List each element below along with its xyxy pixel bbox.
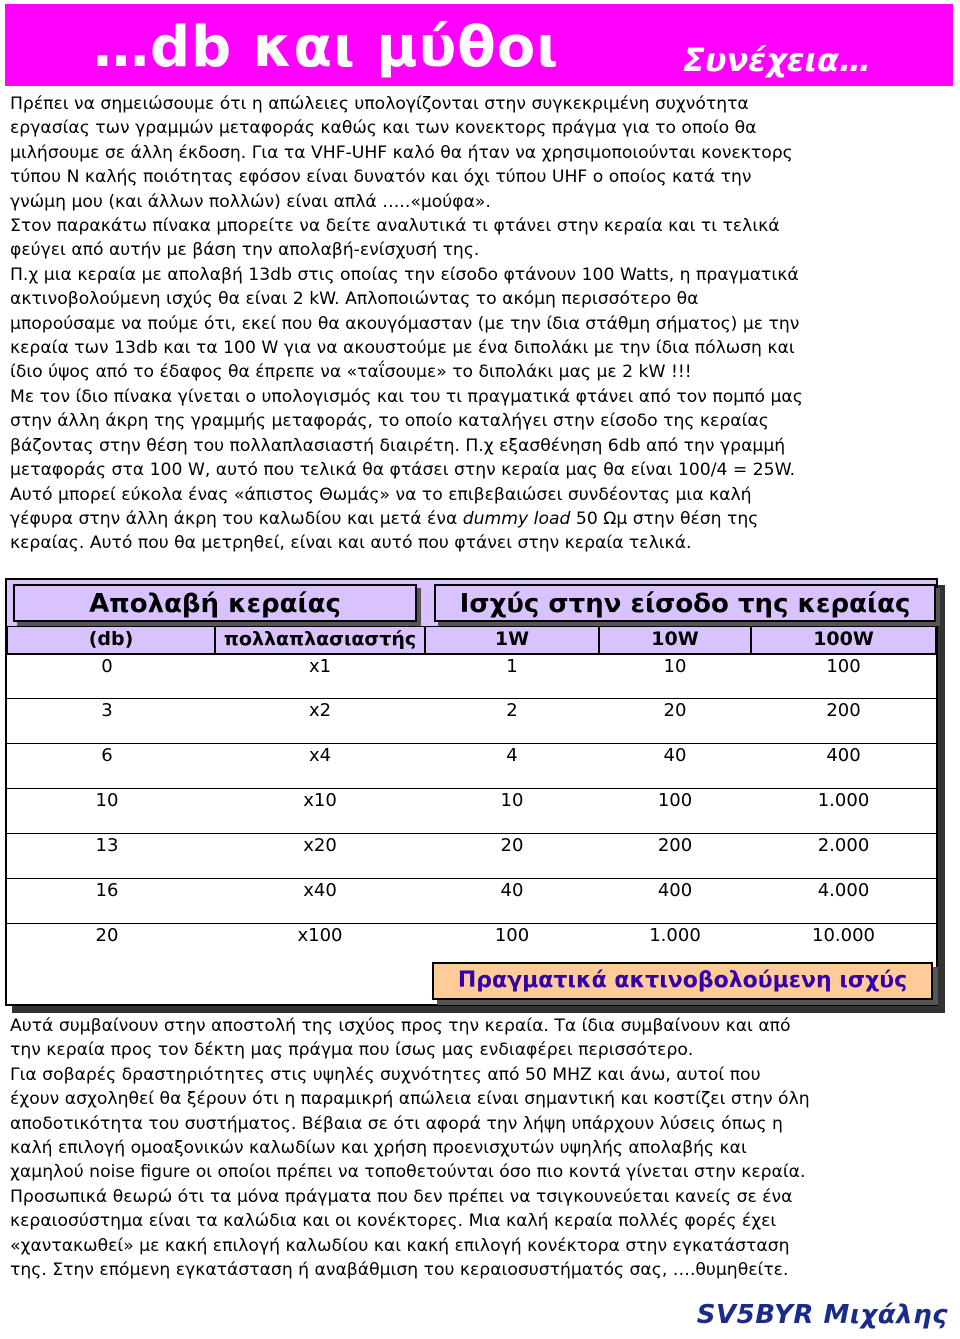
cell-multiplier: x100 (297, 925, 343, 946)
text-line: μεταφοράς στα 100 W, αυτό που τελικά θα φτάσει στην κεραία μας θα είναι 100/4 = 25W. (10, 460, 796, 481)
cell-db: 6 (101, 745, 113, 766)
table-body (5, 578, 938, 1006)
cell-100w: 100 (826, 656, 861, 677)
table-row (7, 788, 936, 833)
outro-text (10, 1014, 950, 1282)
cell-db: 10 (95, 790, 119, 811)
text-line: φεύγει από αυτήν με βάση την απολαβή-ενίσχυσή της. (10, 240, 480, 261)
column-headers (7, 626, 936, 654)
text-line: Αυτά συμβαίνουν στην αποστολή της ισχύος προς την κεραία. Τα ίδια συμβαίνουν και από (10, 1016, 791, 1036)
cell-1w: 20 (500, 835, 524, 856)
text-line: την κεραία προς τον δέκτη μας πράγμα που ίσως μας ενδιαφέρει περισσότερο. (10, 1040, 694, 1061)
header-input-power: Ισχύς στην είσοδο της κεραίας (434, 584, 936, 622)
cell-10w: 400 (657, 880, 693, 901)
text-line: βάζοντας στην θέση του πολλαπλασιαστή διαιρέτη. Π.χ εξασθένηση 6db από την γραμμή (10, 435, 786, 456)
text-line: Αυτό μπορεί εύκολα ένας «άπιστος Θωμάς» να το επιβεβαιώσει συνδέοντας μια καλή (10, 484, 752, 505)
text-line: γνώμη μου (και άλλων πολλών) είναι απλά …..«μούφα». (10, 191, 491, 212)
cell-10w: 1.000 (649, 925, 701, 946)
text-line: ίδιο ύψος από το έδαφος θα έπρεπε να «ταΐσουμε» το διπολάκι μας με 2 kW !!! (10, 362, 692, 383)
title-banner (5, 4, 953, 86)
col-multiplier: πολλαπλασιαστής (215, 626, 425, 654)
text-line: Πρέπει να σημειώσουμε ότι η απώλειες υπολογίζονται στην συγκεκριμένη συχνότητα (10, 94, 749, 114)
table-row (7, 743, 936, 788)
col-10w: 10W (599, 626, 751, 654)
table-row (7, 878, 936, 923)
text-line: κεραίας. Αυτό που θα μετρηθεί, είναι και αυτό που φτάνει στην κεραία τελικά. (10, 533, 692, 554)
text-line: καλή επιλογή ομοαξονικών καλωδίων και χρήση προενισχυτών υψηλής απολαβής και (10, 1138, 747, 1159)
cell-100w: 2.000 (817, 835, 870, 856)
text-line: μιλήσουμε σε άλλη έκδοση. Για τα VHF-UHF καλό θα ήταν να χρησιμοποιούνται κονεκτορς (10, 142, 793, 163)
text-line: έχουν ασχοληθεί θα ξέρουν ότι η παραμικρή απώλεια είναι σημαντική και κοστίζει στην όλη (10, 1089, 810, 1110)
text-line: χαμηλού noise figure οι οποίοι πρέπει να τοποθετούνται όσο πιο κοντά γίνεται στην κεραία. (10, 1162, 806, 1183)
table-row (7, 698, 936, 743)
cell-db: 16 (95, 880, 119, 901)
text-line: τύπου N καλής ποιότητας εφόσον είναι δυνατόν και όχι τύπου UHF ο οποίος κατά την (10, 167, 752, 188)
cell-db: 3 (101, 700, 113, 721)
cell-1w: 2 (506, 700, 518, 721)
radiated-power-label: Πραγματικά ακτινοβολούμενη ισχύς (432, 962, 933, 1000)
col-100w: 100W (751, 626, 936, 654)
text-line: «χαντακωθεί» με κακή επιλογή καλωδίου και κακή επιλογή κονέκτορα στην εγκατάσταση (10, 1235, 790, 1256)
page-title: …db και μύθοι (93, 15, 560, 80)
text-line: Προσωπικά θεωρώ ότι τα μόνα πράγματα που δεν πρέπει να τσιγκουνεύεται κανείς σε ένα (10, 1186, 793, 1207)
cell-10w: 10 (663, 656, 687, 677)
text-line: εργασίας των γραμμών μεταφοράς καθώς και των κονεκτορς πράγμα για το οποίο θα (10, 118, 757, 139)
text-line: Π.χ μια κεραία με απολαβή 13db στις οποίας την είσοδο φτάνουν 100 Watts, η πραγματικά (10, 264, 799, 285)
cell-10w: 20 (663, 700, 687, 721)
cell-100w: 400 (826, 745, 861, 766)
text-line: στην άλλη άκρη της γραμμής μεταφοράς, το οποίο καταλήγει στην είσοδο της κεραίας (10, 411, 769, 432)
text-line: κεραιοσύστημα είναι τα καλώδια και οι κονέκτορες. Μια καλή κεραία πολλές φορές έχει (10, 1211, 777, 1232)
cell-100w: 200 (826, 700, 861, 721)
cell-1w: 40 (500, 880, 524, 901)
cell-100w: 1.000 (817, 790, 870, 811)
header-antenna-gain: Απολαβή κεραίας (13, 584, 417, 622)
col-1w: 1W (425, 626, 599, 654)
cell-db: 20 (95, 925, 119, 946)
intro-text (10, 92, 950, 556)
cell-multiplier: x1 (308, 656, 332, 677)
cell-100w: 4.000 (817, 880, 870, 901)
text-line: μπορούσαμε να πούμε ότι, εκεί που θα ακουγόμασταν (με την ίδια στάθμη σήματος) με την (10, 313, 800, 334)
cell-10w: 200 (657, 835, 693, 856)
cell-10w: 40 (663, 745, 687, 766)
text-line: ακτινοβολούμενη ισχύς θα είναι 2 kW. Απλοποιώντας το ακόμη περισσότερο θα (10, 289, 699, 310)
dummy-load-term: dummy load (462, 508, 571, 529)
gain-table (5, 578, 938, 1006)
text-line: Με τον ίδιο πίνακα γίνεται ο υπολογισμός και του τι πραγματικά φτάνει από τον πομπό μας (10, 386, 803, 407)
cell-1w: 4 (506, 745, 518, 766)
text-line: Στον παρακάτω πίνακα μπορείτε να δείτε αναλυτικά τι φτάνει στην κεραία και τι τελικά (10, 216, 780, 237)
cell-multiplier: x40 (303, 880, 337, 901)
col-db: (db) (7, 626, 215, 654)
cell-100w: 10.000 (812, 925, 875, 946)
table-row (7, 833, 936, 878)
cell-db: 13 (95, 835, 119, 856)
table-row (7, 654, 936, 699)
page-subtitle: Συνέχεια… (683, 41, 871, 79)
text-line (10, 507, 950, 531)
cell-multiplier: x10 (303, 790, 337, 811)
text-line: της. Στην επόμενη εγκατάσταση ή αναβάθμιση του κεραιοσυστήματός σας, ….θυμηθείτε. (10, 1260, 789, 1281)
text-span: 50 Ωμ στην θέση της (570, 508, 759, 529)
text-span: γέφυρα στην άλλη άκρη του καλωδίου και μετά ένα (10, 508, 463, 529)
cell-db: 0 (101, 656, 113, 677)
cell-1w: 1 (506, 656, 518, 677)
text-line: αποδοτικότητα του συστήματος. Βέβαια σε ότι αφορά την λήψη υπάρχουν λύσεις όπως η (10, 1113, 783, 1134)
cell-1w: 100 (494, 925, 530, 946)
cell-multiplier: x2 (308, 700, 332, 721)
text-line: Για σοβαρές δραστηριότητες στις υψηλές συχνότητες από 50 MHZ και άνω, αυτοί που (10, 1064, 761, 1085)
cell-1w: 10 (500, 790, 524, 811)
cell-multiplier: x20 (303, 835, 337, 856)
author-signature: SV5BYR Μιχάλης (696, 1300, 948, 1330)
text-line: κεραία των 13db και τα 100 W για να ακουστούμε με ένα διπολάκι με την ίδια πόλωση και (10, 338, 795, 359)
cell-10w: 100 (657, 790, 693, 811)
cell-multiplier: x4 (308, 745, 332, 766)
